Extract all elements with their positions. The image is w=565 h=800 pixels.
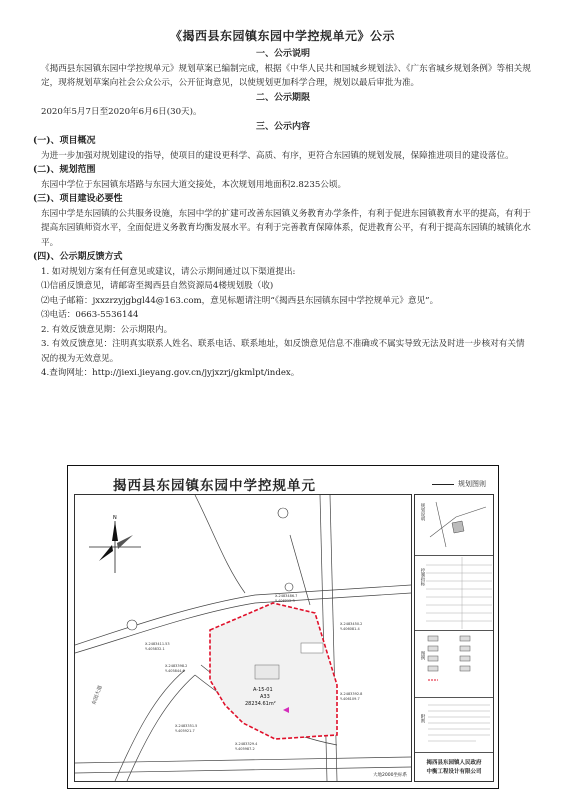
parcel-area-label: 28234.61m²	[245, 701, 276, 707]
svg-text:Y-406012.3: Y-406012.3	[275, 599, 295, 603]
section-4-heading: (四)、公示期反馈方式	[33, 252, 123, 262]
map-svg	[75, 495, 411, 781]
section-2-heading: 二、公示期限	[255, 92, 310, 103]
organization-block	[415, 759, 493, 777]
svg-text:X-2483450.2: X-2483450.2	[340, 622, 363, 626]
org-line-1: 揭西县东园镇人民政府	[426, 760, 482, 766]
section-3-2-text: 东园中学位于东园镇东塔路与东园大道交接处，本次规划用地面积2.8235公顷。	[41, 179, 347, 190]
svg-text:X-2483486.7: X-2483486.7	[275, 594, 298, 598]
section-3-1-text: 为进一步加强对规划建设的指导，使项目的建设更科学、高质、有序，更符合东园镇的规划发展，保障推进项目的建设落位。	[41, 150, 514, 161]
road-label: 东园大道	[91, 684, 104, 706]
feedback-item-2: 2. 有效反馈意见期：公示期限内。	[41, 324, 173, 335]
feedback-item-1c: ⑶电话：0663-5536144	[41, 310, 139, 320]
svg-text:Y-405832.1: Y-405832.1	[145, 647, 165, 651]
section-3-1-heading: (一)、项目概况	[33, 136, 96, 146]
feedback-item-3: 3. 有效反馈意见：注明真实联系人姓名、联系电话、联系地址，如反馈意见信息不准确或不属实导致无法及时进一步核对有关情况的视为无效意见。	[41, 339, 525, 364]
parcel-code-label: A33	[260, 694, 270, 700]
map-title: 揭西县东园镇东园中学控规单元	[113, 478, 316, 494]
side-label-notes: 规划说明	[420, 503, 425, 521]
planning-map	[67, 465, 499, 789]
org-line-2: 中衡工程设计有限公司	[426, 769, 482, 775]
svg-text:Y-405987.2: Y-405987.2	[235, 747, 255, 751]
svg-text:Y-405844.6: Y-405844.6	[165, 669, 185, 673]
feedback-item-1: 1. 如对规划方案有任何意见或建议，请公示期间通过以下渠道提出:	[41, 266, 296, 277]
side-label-legend: 图例	[420, 651, 425, 660]
location-map-cell	[415, 495, 493, 556]
side-label-indicators: 控制指标	[420, 568, 425, 586]
svg-text:Y-406081.4: Y-406081.4	[340, 627, 360, 631]
feedback-item-1b: ⑵电子邮箱：jxxzrzyjgbgl44@163.com，意见标题请注明“《揭西县东园镇东园中学控规单元》意见”。	[41, 295, 439, 306]
section-2-text: 2020年5月7日至2020年6月6日(30天)。	[41, 107, 202, 117]
section-1-heading: 一、公示说明	[255, 49, 310, 59]
document-title: 《揭西县东园镇东园中学控规单元》公示	[169, 29, 395, 43]
north-arrow-icon	[89, 515, 141, 573]
svg-text:X-2483411.53: X-2483411.53	[145, 642, 170, 646]
location-map-svg	[426, 497, 492, 553]
svg-text:Y-405921.7: Y-405921.7	[175, 729, 195, 733]
section-3-2-heading: (二)、规划范围	[33, 165, 96, 175]
indicator-table-cell	[415, 556, 493, 631]
feedback-item-4: 4.查询网址：http://jiexi.jieyang.gov.cn/jyjxzrj/gkmlpt/index。	[41, 368, 300, 378]
map-sidebar	[414, 494, 494, 782]
svg-text:Y-406109.7: Y-406109.7	[340, 697, 360, 701]
notes-cell	[415, 698, 493, 753]
svg-text:X-2483329.4: X-2483329.4	[235, 742, 258, 746]
map-subtitle: 规划图则	[432, 479, 486, 489]
svg-text:X-2483392.8: X-2483392.8	[340, 692, 363, 696]
section-3-3-text: 东园中学是东园镇的公共服务设施，东园中学的扩建可改善东园镇义务教育办学条件，有利于促进东园镇教育水平的提高，有利于提高东园镇师资水平，全面促进义务教育均衡发展水平。有利于完善教育保障体系，促进教育公平，有利于提高东园镇的城镇化水平。	[41, 208, 531, 248]
section-1-text: 《揭西县东园镇东园中学控规单元》规划草案已编制完成，根据《中华人民共和国城乡规划法》、《广东省城乡规划条例》等相关规定，现将规划草案向社会公众公示，公开征询意见，以使规划更加科学合理，规划以最后审批为准。	[41, 63, 531, 88]
feedback-item-1a: ⑴信函反馈意见，请邮寄至揭西县自然资源局4楼规划股（收)	[41, 281, 274, 291]
section-3-heading: 三、公示内容	[255, 121, 310, 132]
document-body	[33, 47, 533, 381]
parcel-id-label: A-15-01	[253, 687, 273, 693]
legend-svg	[426, 632, 492, 696]
legend-cell	[415, 631, 493, 698]
section-3-3-heading: (三)、项目建设必要性	[33, 194, 123, 204]
map-drawing	[74, 494, 412, 782]
svg-text:X-2483351.5: X-2483351.5	[175, 724, 198, 728]
notes-svg	[426, 699, 492, 751]
side-label-appendix: 附则	[420, 714, 425, 723]
coordinate-system-note: 大地2000坐标系	[373, 773, 407, 778]
svg-text:N: N	[113, 515, 117, 521]
svg-text:X-2483398.2: X-2483398.2	[165, 664, 188, 668]
indicator-table-svg	[426, 557, 492, 629]
